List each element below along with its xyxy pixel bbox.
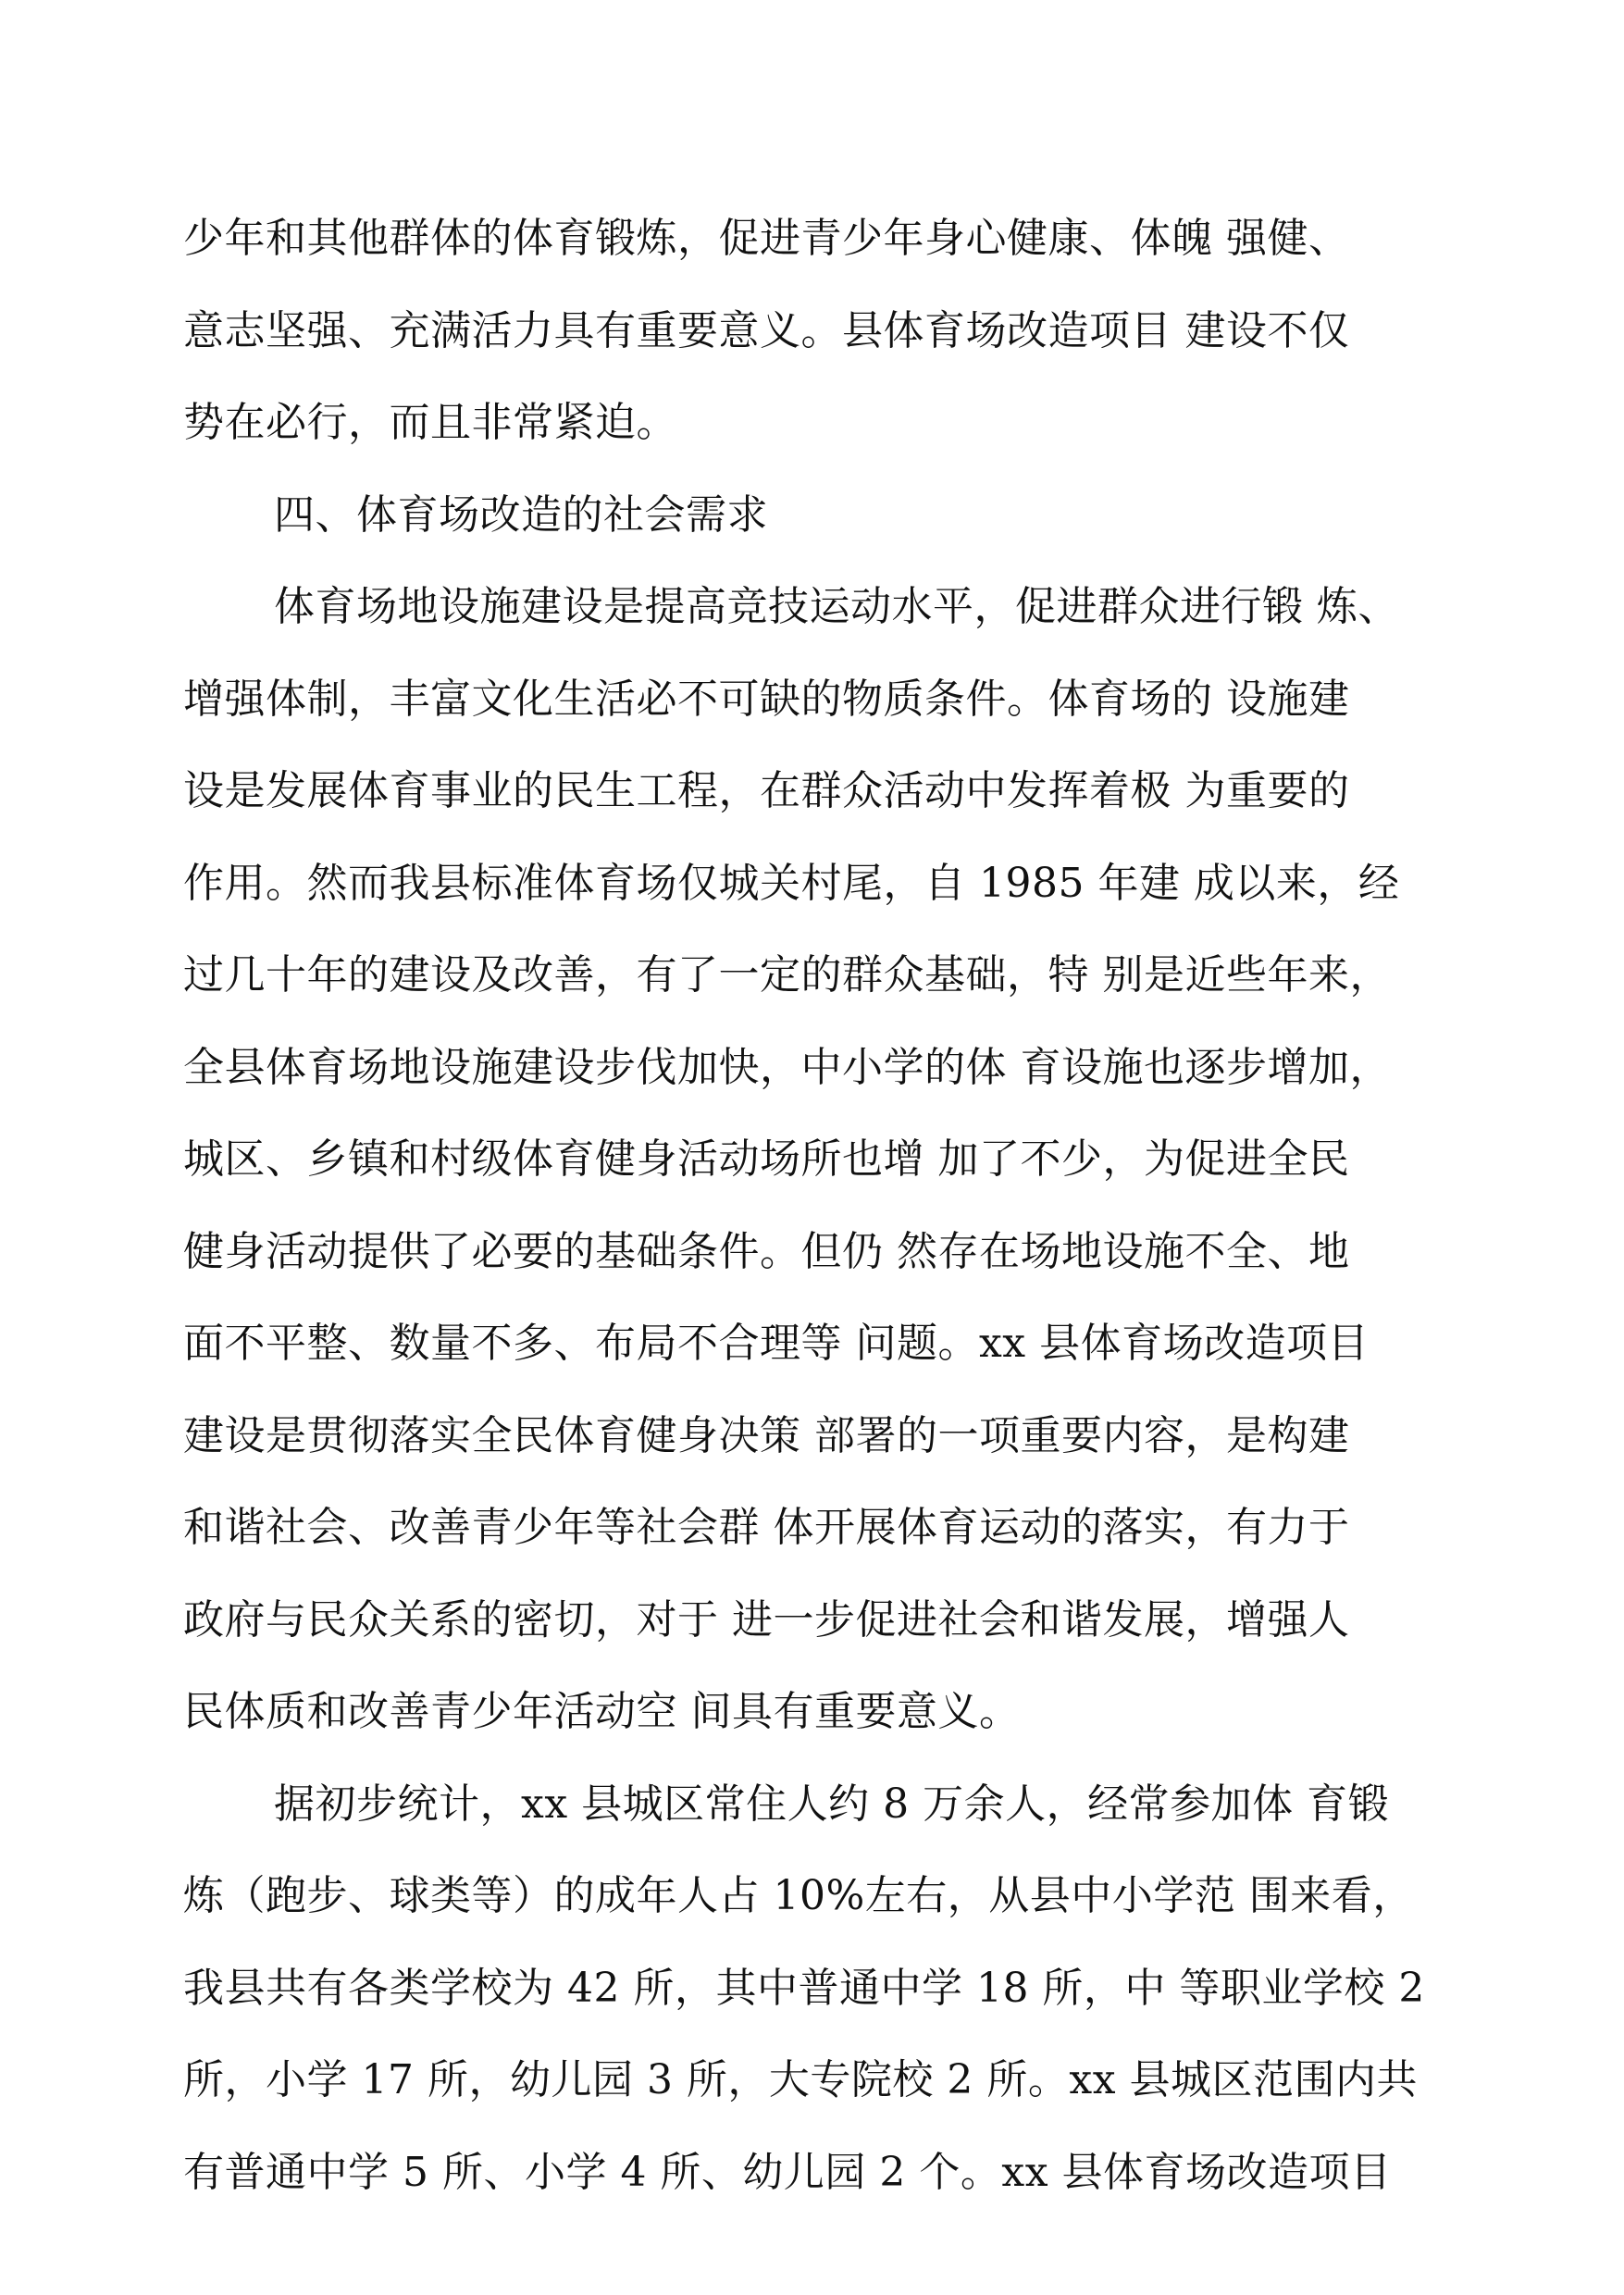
text-line: 有普通中学 5 所、小学 4 所、幼儿园 2 个。xx 县体育场改造项目 (183, 2148, 1392, 2196)
text-line: 势在必行，而且非常紧迫。 (183, 399, 677, 446)
text-line: 全县体育场地设施建设步伐加快，中小学的体 育设施也逐步增加， (183, 1043, 1391, 1091)
text-line: 少年和其他群体的体育锻炼，促进青少年身心健康、体魄 强健、 (183, 215, 1350, 262)
text-line: 面不平整、数量不多、布局不合理等 问题。xx 县体育场改造项目 (183, 1320, 1370, 1367)
text-line: 民体质和改善青少年活动空 间具有重要意义。 (183, 1688, 1021, 1735)
text-line: 意志坚强、充满活力具有重要意义。县体育场改造项目 建设不仅 (183, 306, 1350, 354)
text-line: 据初步统计，xx 县城区常住人约 8 万余人，经常参加体 育锻 (274, 1780, 1390, 1828)
text-line: 政府与民众关系的密切，对于 进一步促进社会和谐发展，增强人 (183, 1595, 1350, 1644)
text-line: 和谐社会、改善青少年等社会群 体开展体育运动的落实，有力于 (183, 1504, 1350, 1551)
text-line: 增强体制，丰富文化生活必不可缺的物质条件。体育场的 设施建 (183, 675, 1350, 723)
text-line: 建设是贯彻落实全民体育健身决策 部署的一项重要内容，是构建 (183, 1411, 1350, 1459)
text-line: 健身活动提供了必要的基础条件。但仍 然存在场地设施不全、地 (183, 1227, 1350, 1275)
text-line: 设是发展体育事业的民生工程，在群众活动中发挥着极 为重要的 (183, 767, 1350, 814)
text-line: 体育场地设施建设是提高竞技运动水平，促进群众进行锻 炼、 (274, 583, 1399, 630)
text-line: 过几十年的建设及改善，有了一定的群众基础，特 别是近些年来， (183, 951, 1391, 999)
text-line: 所，小学 17 所，幼儿园 3 所，大专院校 2 所。xx 县城区范围内共 (183, 2056, 1419, 2103)
text-line: 作用。然而我县标准体育场仅城关村尾，自 1985 年建 成以来，经 (183, 859, 1400, 907)
body-text (183, 192, 1460, 2218)
text-line: 炼（跑步、球类等）的成年人占 10%左右，从县中小学范 围来看， (183, 1872, 1414, 1919)
text-line: 我县共有各类学校为 42 所，其中普通中学 18 所，中 等职业学校 2 (183, 1964, 1425, 2012)
section-heading: 四、体育场改造的社会需求 (274, 490, 768, 539)
text-line: 城区、乡镇和村级体育健身活动场所也增 加了不少，为促进全民 (183, 1135, 1350, 1183)
